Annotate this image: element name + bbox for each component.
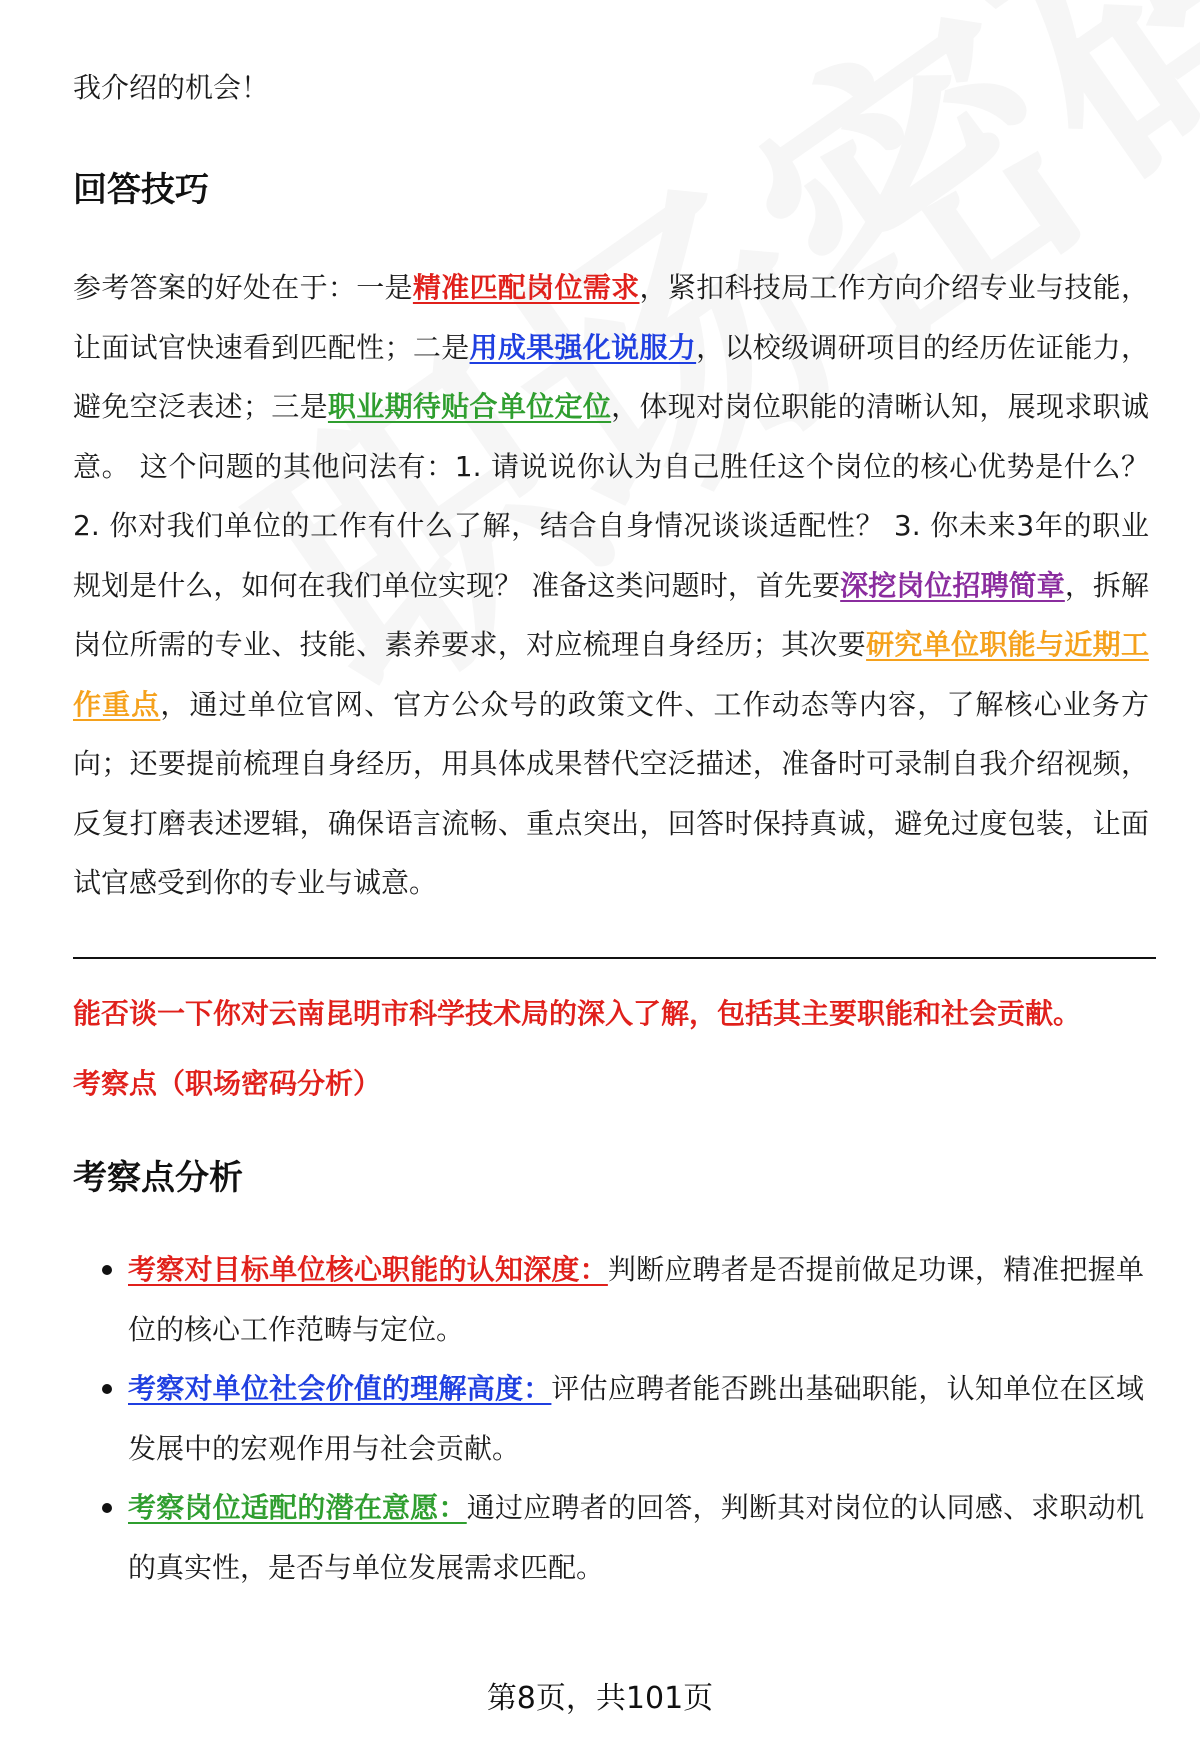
- bullet-text: 通过应聘者的回答，判断其对岗位的认同感、求职动机的真实性，是否与单位发展需求匹配。: [128, 1491, 1144, 1584]
- examination-subheading: 考察点（职场密码分析）: [73, 1067, 382, 1100]
- intro-tail-text: 我介绍的机会！: [73, 71, 270, 104]
- tips-paragraph: [73, 258, 1149, 913]
- interview-question: 能否谈一下你对云南昆明市科学技术局的深入了解，包括其主要职能和社会贡献。: [73, 997, 1082, 1030]
- highlight-phrase: 深挖岗位招聘简章: [840, 568, 1065, 602]
- paragraph-text: ，以校级调研项目的经历佐证能力，避免空泛表述；三是: [73, 330, 1149, 423]
- paragraph-text: ，通过单位官网、官方公众号的政策文件、工作动态等内容，了解核心业务方向；还要提前梳理自身经历，用具体成果替代空泛描述，准备时可录制自我介绍视频，反复打磨表述逻辑，确保语言流畅、重点突出，回答时保持真诚，避免过度包装，让面试官感受到你的专业与诚意。: [73, 687, 1149, 899]
- paragraph-text: ，体现对岗位职能的清晰认知，展现求职诚意。 这个问题的其他问法有：1. 请说说你认为自己胜任这个岗位的核心优势是什么？ 2. 你对我们单位的工作有什么了解，结合自身情况谈谈适配性？ 3. 你未来3年的职业规划是什么，如何在我们单位实现？ 准备这类问题时，首先要: [73, 390, 1149, 602]
- bullet-dot-icon: [102, 1503, 112, 1513]
- list-item: [128, 1478, 1144, 1597]
- highlight-phrase: 职业期待贴合单位定位: [327, 390, 612, 423]
- page-number: 第8页，共101页: [486, 1681, 714, 1716]
- bullet-label: 考察对目标单位核心职能的认知深度：: [128, 1253, 608, 1286]
- paragraph-text: ，紧扣科技局工作方向介绍专业与技能，让面试官快速看到匹配性；二是: [73, 271, 1149, 364]
- highlight-phrase: 研究单位职能与近期工作重点: [73, 628, 1149, 721]
- highlight-phrase: 用成果强化说服力: [469, 330, 697, 364]
- paragraph-text: ，拆解岗位所需的专业、技能、素养要求，对应梳理自身经历；其次要: [73, 568, 1149, 661]
- list-item: [128, 1240, 1144, 1359]
- bullet-label: 考察对单位社会价值的理解高度：: [128, 1372, 552, 1405]
- bullet-label: 考察岗位适配的潜在意愿：: [128, 1491, 467, 1524]
- bullet-text: 判断应聘者是否提前做足功课，精准把握单位的核心工作范畴与定位。: [128, 1253, 1144, 1346]
- bullet-dot-icon: [102, 1265, 112, 1275]
- bullet-text: 评估应聘者能否跳出基础职能，认知单位在区域发展中的宏观作用与社会贡献。: [128, 1372, 1144, 1465]
- heading-answer-tips: 回答技巧: [73, 170, 209, 210]
- highlight-phrase: 精准匹配岗位需求: [412, 271, 640, 304]
- paragraph-text: 参考答案的好处在于：一是: [73, 271, 413, 304]
- analysis-bullet-list: [128, 1240, 1144, 1597]
- list-item: [128, 1359, 1144, 1478]
- bullet-dot-icon: [102, 1384, 112, 1394]
- heading-analysis: 考察点分析: [73, 1158, 243, 1198]
- divider: [73, 957, 1156, 959]
